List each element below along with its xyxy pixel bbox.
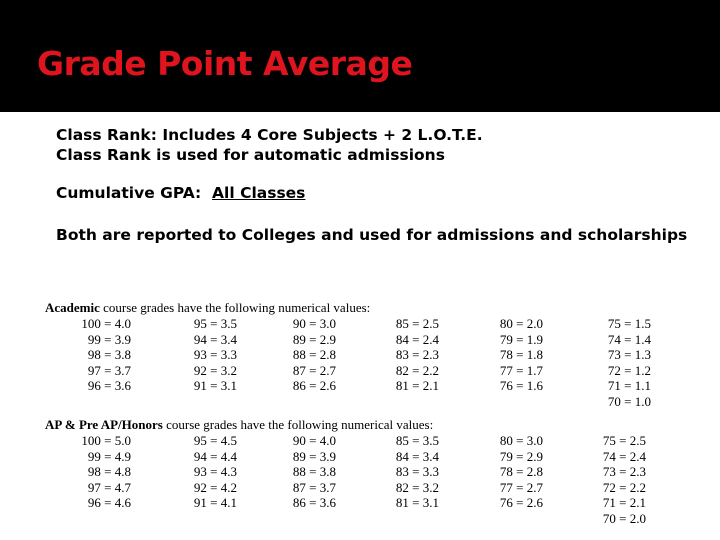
grade-value: 87 = 2.7 [292, 362, 336, 378]
grade-value: 75 = 2.5 [602, 433, 646, 448]
grade-value: 75 = 1.5 [607, 316, 651, 331]
grade-value: 82 = 2.2 [395, 362, 439, 378]
cumulative-gpa-label: Cumulative GPA: [56, 184, 202, 202]
grade-value: 97 = 4.7 [87, 479, 131, 495]
grade-value: 99 = 4.9 [87, 448, 131, 464]
grade-value: 83 = 3.3 [395, 464, 439, 480]
grade-value: 70 = 1.0 [607, 393, 651, 409]
grade-value: 78 = 2.8 [499, 464, 543, 480]
grade-column [497, 316, 543, 394]
grade-value: 78 = 1.8 [499, 347, 543, 363]
grade-value: 88 = 2.8 [292, 347, 336, 363]
grade-value: 74 = 2.4 [602, 448, 646, 464]
grade-value: 90 = 3.0 [292, 316, 336, 331]
grade-value: 73 = 2.3 [602, 464, 646, 480]
grade-value: 77 = 2.7 [499, 479, 543, 495]
grade-value: 71 = 1.1 [607, 378, 651, 394]
academic-grade-table [45, 300, 651, 414]
grade-column [393, 433, 439, 511]
grade-value: 72 = 2.2 [602, 479, 646, 495]
ap-grade-table [45, 417, 646, 531]
body-text [56, 125, 687, 245]
academic-grade-grid [45, 316, 651, 414]
grade-value: 74 = 1.4 [607, 331, 651, 347]
grade-value: 73 = 1.3 [607, 347, 651, 363]
grade-value: 83 = 2.3 [395, 347, 439, 363]
grade-value: 94 = 3.4 [193, 331, 237, 347]
slide-title: Grade Point Average [37, 44, 413, 83]
grade-value: 79 = 1.9 [499, 331, 543, 347]
grade-column [290, 433, 336, 511]
grade-value: 98 = 4.8 [87, 464, 131, 480]
grade-value: 99 = 3.9 [87, 331, 131, 347]
grade-column [191, 316, 237, 394]
grade-value: 76 = 1.6 [499, 378, 543, 394]
grade-value: 84 = 2.4 [395, 331, 439, 347]
grade-value: 85 = 3.5 [395, 433, 439, 448]
academic-heading-rest: course grades have the following numerical values: [99, 300, 371, 315]
grade-column [393, 316, 439, 394]
grade-value: 82 = 3.2 [395, 479, 439, 495]
cumulative-gpa-value: All Classes [212, 184, 306, 202]
grade-value: 80 = 2.0 [499, 316, 543, 331]
cumulative-gpa-line [56, 183, 687, 203]
grade-value: 84 = 3.4 [395, 448, 439, 464]
grade-value: 91 = 4.1 [193, 495, 237, 511]
ap-heading-bold: AP & Pre AP/Honors [45, 417, 163, 432]
grade-column [600, 433, 646, 527]
grade-value: 71 = 2.1 [602, 495, 646, 511]
academic-heading-bold: Academic [45, 300, 100, 315]
grade-value: 90 = 4.0 [292, 433, 336, 448]
grade-value: 97 = 3.7 [87, 362, 131, 378]
grade-value: 95 = 3.5 [193, 316, 237, 331]
academic-heading [45, 300, 370, 316]
grade-value: 86 = 2.6 [292, 378, 336, 394]
grade-value: 93 = 3.3 [193, 347, 237, 363]
grade-value: 95 = 4.5 [193, 433, 237, 448]
grade-value: 80 = 3.0 [499, 433, 543, 448]
class-rank-line: Class Rank: Includes 4 Core Subjects + 2 L.O.T.E. [56, 126, 483, 144]
grade-value: 88 = 3.8 [292, 464, 336, 480]
grade-column [81, 316, 131, 394]
grade-value: 94 = 4.4 [193, 448, 237, 464]
grade-column [605, 316, 651, 410]
grade-value: 86 = 3.6 [292, 495, 336, 511]
grade-column [497, 433, 543, 511]
grade-column [81, 433, 131, 511]
grade-value: 85 = 2.5 [395, 316, 439, 331]
grade-column [191, 433, 237, 511]
grade-value: 96 = 3.6 [87, 378, 131, 394]
grade-value: 72 = 1.2 [607, 362, 651, 378]
grade-value: 98 = 3.8 [87, 347, 131, 363]
grade-value: 76 = 2.6 [499, 495, 543, 511]
grade-value: 87 = 3.7 [292, 479, 336, 495]
grade-value: 91 = 3.1 [193, 378, 237, 394]
grade-value: 81 = 3.1 [395, 495, 439, 511]
grade-value: 70 = 2.0 [602, 510, 646, 526]
ap-grade-grid [45, 433, 646, 531]
grade-value: 93 = 4.3 [193, 464, 237, 480]
ap-heading [45, 417, 433, 433]
grade-value: 92 = 3.2 [193, 362, 237, 378]
class-rank-use-line: Class Rank is used for automatic admissions [56, 146, 445, 164]
grade-value: 89 = 2.9 [292, 331, 336, 347]
grade-value: 100 = 5.0 [81, 433, 131, 448]
ap-heading-rest: course grades have the following numerical values: [162, 417, 434, 432]
grade-value: 96 = 4.6 [87, 495, 131, 511]
grade-value: 92 = 4.2 [193, 479, 237, 495]
grade-value: 77 = 1.7 [499, 362, 543, 378]
title-bar [0, 0, 720, 112]
grade-value: 79 = 2.9 [499, 448, 543, 464]
grade-value: 81 = 2.1 [395, 378, 439, 394]
grade-column [290, 316, 336, 394]
grade-value: 100 = 4.0 [81, 316, 131, 331]
grade-value: 89 = 3.9 [292, 448, 336, 464]
reported-line: Both are reported to Colleges and used for admissions and scholarships [56, 226, 688, 244]
